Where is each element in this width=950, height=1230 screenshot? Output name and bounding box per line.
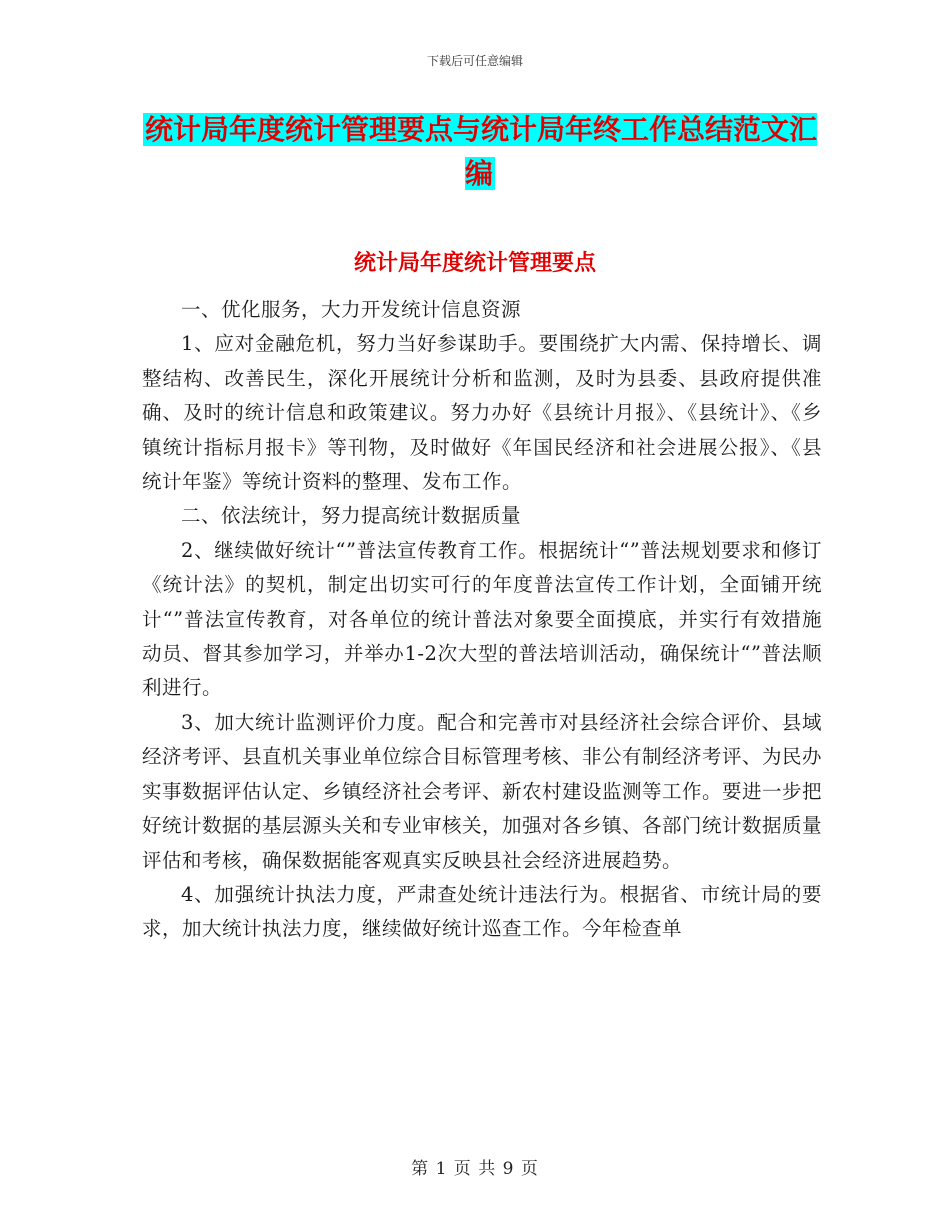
paragraph-3: 3、加大统计监测评价力度。配合和完善市对县经济社会综合评价、县域经济考评、县直机关事业单位综合目标管理考核、非公有制经济考评、为民办实事数据评估认定、乡镇经济社会考评、新农村建设监测等工作。要进一步把好统计数据的基层源头关和专业审核关，加强对各乡镇、各部门统计数据质量评估和考核，确保数据能客观真实反映县社会经济进展趋势。 [142,710,823,872]
heading-lawful-statistics: 二、依法统计，努力提高统计数据质量 [181,504,522,528]
paragraph-2: 2、继续做好统计“”普法宣传教育工作。根据统计“”普法规划要求和修订《统计法》的契机，制定出切实可行的年度普法宣传工作计划，全面铺开统计“”普法宣传教育，对各单位的统计普法对象要全面摸底，并实行有效措施动员、督其参加学习，并举办1-2次大型的普法培训活动，确保统计“”普法顺利进行。 [142,538,822,700]
document-body [142,293,822,947]
page-number: 第 1 页 共 9 页 [411,1159,539,1179]
paragraph-1: 1、应对金融危机，努力当好参谋助手。要围绕扩大内需、保持增长、调整结构、改善民生，深化开展统计分析和监测，及时为县委、县政府提供准确、及时的统计信息和政策建议。努力办好《县统计月报》、《县统计》、《乡镇统计指标月报卡》等刊物，及时做好《年国民经济和社会进展公报》、《县统计年鉴》等统计资料的整理、发布工作。 [142,332,822,494]
page-header-note: 下载后可任意编辑 [426,54,523,68]
document-title-text: 统计局年度统计管理要点与统计局年终工作总结范文汇编 [144,113,817,190]
document-title [140,108,820,196]
paragraph-4: 4、加强统计执法力度，严肃查处统计违法行为。根据省、市统计局的要求，加大统计执法力度，继续做好统计巡查工作。今年检查单 [142,882,822,941]
heading-optimize-service: 一、优化服务，大力开发统计信息资源 [181,298,522,321]
section-title: 统计局年度统计管理要点 [353,251,596,276]
